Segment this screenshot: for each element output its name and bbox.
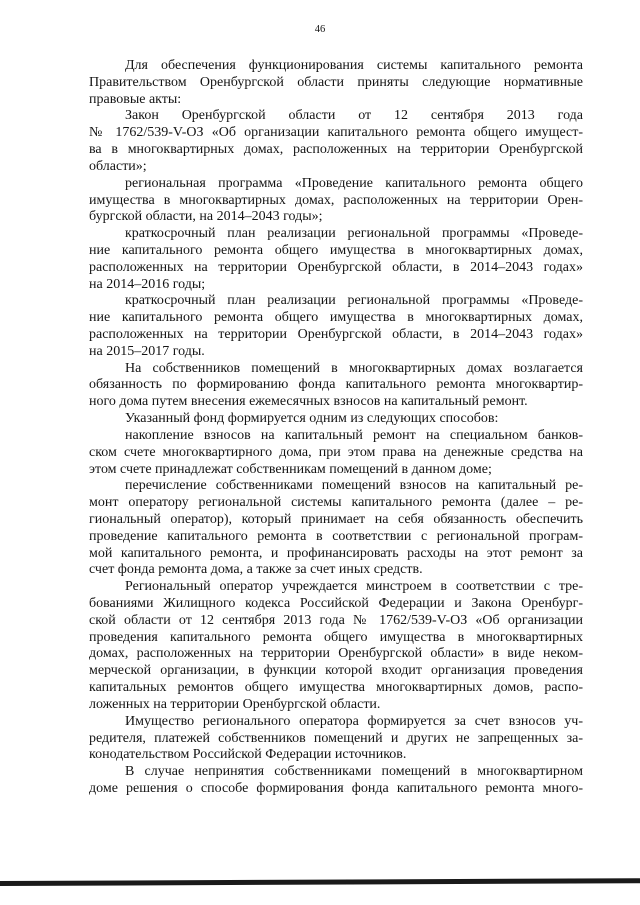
text-line: ние капитального ремонта общего имущества в многоквартирных домах, bbox=[89, 242, 583, 258]
text-line: расположенных на территории Оренбургской области, в 2014–2043 годах» bbox=[89, 259, 583, 275]
text-line: расположенных на территории Оренбургской области, в 2014–2043 годах» bbox=[89, 327, 583, 342]
text-line: ва в многоквартирных домах, расположенных на территории Оренбургской bbox=[89, 142, 583, 158]
text-line: Закон Оренбургской области от 12 сентября 2013 года bbox=[125, 108, 583, 124]
text-line: бургской области, на 2014–2043 годы»; bbox=[89, 209, 323, 225]
text-line: капитальных ремонтов общего имущества многоквартирных домов, распо- bbox=[89, 680, 583, 696]
text-line: гиональный оператор), который принимает на себя обязанность обеспечить bbox=[89, 511, 583, 527]
text-line: № 1762/539-V-ОЗ «Об организации капитального ремонта общего имущест- bbox=[89, 125, 583, 141]
text-line: монт оператору региональной системы капитального ремонта (далее – ре- bbox=[89, 495, 583, 511]
text-line: В случае непринятия собственниками помещений в многоквартирном bbox=[125, 764, 583, 780]
text-line: мерческой организации, в функции которой входит организация проведения bbox=[89, 663, 583, 679]
text-line: мой капитального ремонта, и профинансировать расходы на этот ремонт за bbox=[89, 545, 583, 561]
text-line: на 2015–2017 годы. bbox=[89, 343, 205, 359]
text-line: ние капитального ремонта общего имущества в многоквартирных домах, bbox=[89, 310, 583, 326]
text-line: редителя, платежей собственников помещений и других не запрещенных за- bbox=[89, 730, 583, 746]
text-line: ском счете многоквартирного дома, при этом права на денежные средства на bbox=[89, 444, 583, 460]
text-line: перечисление собственниками помещений взносов на капитальный ре- bbox=[125, 478, 583, 494]
text-line: этом счете принадлежат собственникам помещений в данном доме; bbox=[89, 461, 492, 477]
text-line: краткосрочный план реализации региональной программы «Проведе- bbox=[125, 293, 583, 309]
text-line: накопление взносов на капитальный ремонт на специальном банков- bbox=[125, 427, 583, 443]
text-line: бованиями Жилищного кодекса Российской Федерации и Закона Оренбург- bbox=[89, 596, 583, 611]
text-line: имущества в многоквартирных домах, расположенных на территории Орен- bbox=[89, 192, 583, 208]
text-line: проведения капитального ремонта общего имущества в многоквартирных bbox=[89, 629, 583, 645]
bottom-rule bbox=[0, 878, 640, 886]
text-line: краткосрочный план реализации региональной программы «Проведе- bbox=[125, 226, 583, 242]
text-line: счет фонда ремонта дома, а также за счет иных средств. bbox=[89, 562, 423, 578]
text-line: правовые акты: bbox=[89, 91, 182, 107]
text-line: Региональный оператор учреждается минстроем в соответствии с тре- bbox=[125, 579, 583, 595]
text-line: региональная программа «Проведение капитального ремонта общего bbox=[125, 175, 583, 191]
text-line: конодательством Российской Федерации источников. bbox=[89, 747, 407, 763]
document-body bbox=[89, 58, 583, 798]
text-line: На собственников помещений в многоквартирных домах возлагается bbox=[125, 360, 583, 376]
text-line: проведение капитального ремонта в соответствии с региональной програм- bbox=[89, 528, 583, 544]
text-line: на 2014–2016 годы; bbox=[89, 276, 206, 292]
text-line: Указанный фонд формируется одним из следующих способов: bbox=[125, 411, 499, 427]
text-line: ской области от 12 сентября 2013 года № 1762/539-V-ОЗ «Об организации bbox=[89, 612, 583, 628]
text-line: Правительством Оренбургской области приняты следующие нормативные bbox=[89, 74, 583, 90]
page-number: 46 bbox=[314, 24, 326, 35]
text-line: области»; bbox=[89, 158, 147, 174]
text-line: ного дома путем внесения ежемесячных взносов на капитальный ремонт. bbox=[89, 394, 528, 410]
text-line: ложенных на территории Оренбургской области. bbox=[89, 696, 381, 712]
text-line: домах, расположенных на территории Оренбургской области» в виде неком- bbox=[89, 646, 583, 662]
text-line: доме решения о способе формирования фонда капитального ремонта много- bbox=[89, 780, 583, 796]
text-line: Для обеспечения функционирования системы капитального ремонта bbox=[125, 58, 583, 73]
text-line: обязанность по формированию фонда капитального ремонта многоквартир- bbox=[89, 377, 583, 393]
text-line: Имущество регионального оператора формируется за счет взносов уч- bbox=[125, 713, 583, 729]
